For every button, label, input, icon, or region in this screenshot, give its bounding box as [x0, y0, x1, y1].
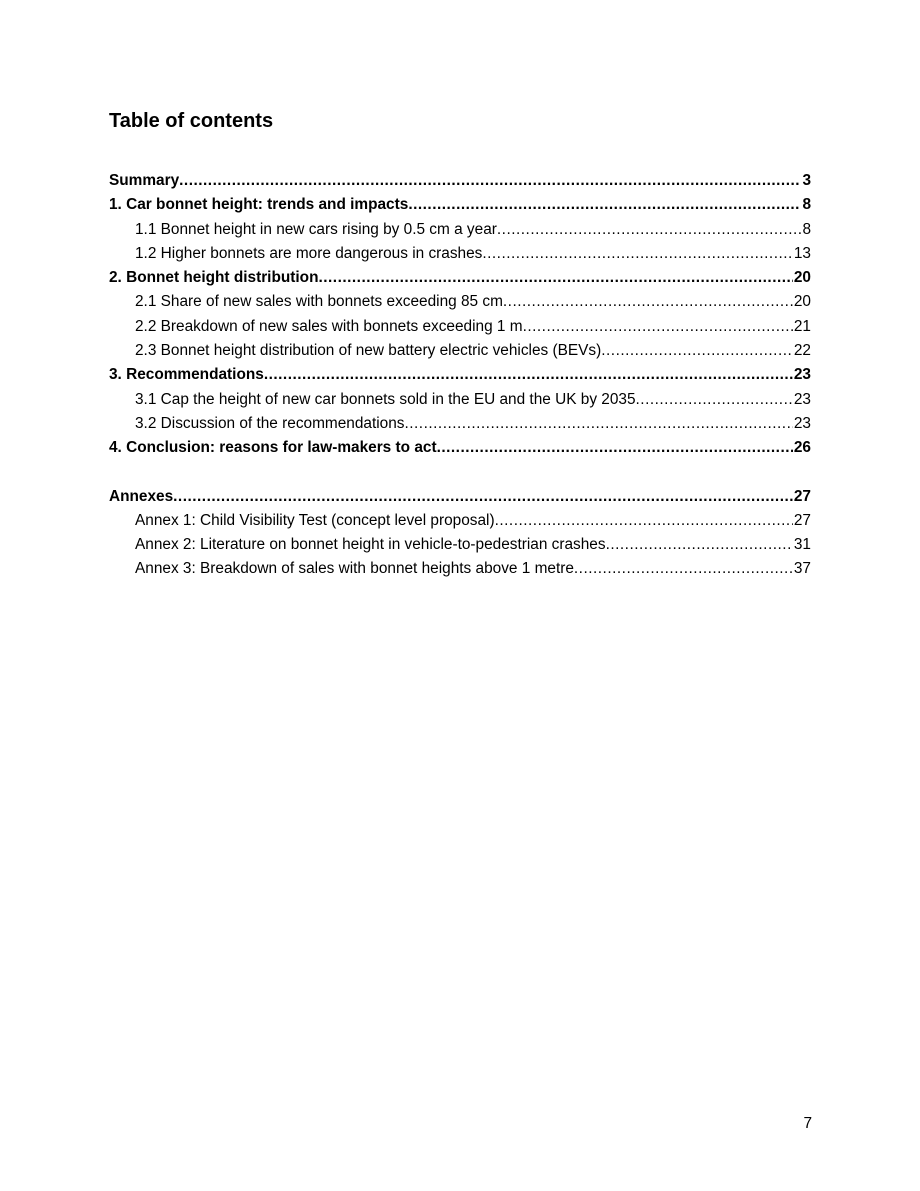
toc-entry-page: 8	[802, 220, 811, 238]
toc-leader-dots	[606, 533, 793, 557]
toc-entry-page: 27	[793, 487, 811, 505]
toc-leader-dots	[408, 193, 801, 217]
toc-entry-page: 13	[793, 244, 811, 262]
toc-entry-page: 20	[793, 269, 811, 287]
toc-leader-dots	[636, 388, 793, 412]
toc-entry-text: 2.2 Breakdown of new sales with bonnets exceeding 1 m	[135, 317, 523, 335]
toc-entry-annex-1[interactable]	[109, 509, 811, 533]
toc-leader-dots	[497, 218, 802, 242]
toc-entry-page: 23	[793, 414, 811, 432]
toc-entry-text: Annex 3: Breakdown of sales with bonnet heights above 1 metre	[135, 560, 574, 578]
toc-leader-dots	[318, 266, 792, 290]
toc-entry-text: 1. Car bonnet height: trends and impacts	[109, 196, 409, 214]
toc-leader-dots	[404, 412, 792, 436]
toc-entry-page: 31	[793, 536, 811, 554]
toc-entry-text: 4. Conclusion: reasons for law-makers to act	[109, 439, 437, 457]
toc-entry-section-3[interactable]	[109, 363, 811, 387]
toc-entry-page: 23	[793, 390, 811, 408]
toc-list	[109, 169, 811, 582]
toc-entry-text: Summary	[109, 172, 180, 189]
toc-leader-dots	[523, 315, 793, 339]
toc-entry-text: 2. Bonnet height distribution	[109, 269, 319, 287]
toc-entry-text: 2.1 Share of new sales with bonnets exceeding 85 cm	[135, 293, 503, 311]
toc-entry-annex-2[interactable]	[109, 533, 811, 557]
toc-entry-section-2-2[interactable]	[109, 315, 811, 339]
toc-leader-dots	[264, 363, 793, 387]
toc-entry-annexes[interactable]	[109, 485, 811, 509]
toc-entry-text: Annexes	[109, 487, 174, 505]
toc-entry-page: 27	[793, 511, 811, 529]
toc-entry-page: 23	[793, 366, 811, 384]
toc-leader-dots	[179, 169, 801, 193]
toc-entry-section-2-3[interactable]	[109, 339, 811, 363]
toc-entry-page: 3	[802, 172, 811, 189]
toc-entry-page: 37	[793, 560, 811, 578]
toc-leader-dots	[574, 557, 793, 581]
toc-entry-page: 22	[793, 342, 811, 360]
toc-entry-section-1-2[interactable]	[109, 242, 811, 266]
toc-entry-text: 1.1 Bonnet height in new cars rising by 0.5 cm a year	[135, 220, 497, 238]
toc-entry-section-3-2[interactable]	[109, 412, 811, 436]
toc-entry-text: Annex 2: Literature on bonnet height in vehicle-to-pedestrian crashes	[135, 536, 606, 554]
toc-entry-section-2-1[interactable]	[109, 290, 811, 314]
toc-entry-text: 2.3 Bonnet height distribution of new battery electric vehicles (BEVs)	[135, 342, 602, 360]
toc-entry-section-3-1[interactable]	[109, 388, 811, 412]
toc-entry-page: 20	[793, 293, 811, 311]
toc-entry-section-4[interactable]	[109, 436, 811, 460]
toc-title: Table of contents	[109, 110, 274, 132]
toc-entry-text: 3.1 Cap the height of new car bonnets sold in the EU and the UK by 2035	[135, 390, 636, 408]
toc-entry-section-1[interactable]	[109, 193, 811, 217]
toc-leader-dots	[482, 242, 793, 266]
toc-entry-text: Annex 1: Child Visibility Test (concept level proposal)	[135, 511, 495, 529]
toc-entry-text: 3. Recommendations	[109, 366, 264, 384]
toc-entry-page: 21	[793, 317, 811, 335]
toc-entry-section-1-1[interactable]	[109, 218, 811, 242]
toc-leader-dots	[173, 485, 793, 509]
toc-entry-text: 1.2 Higher bonnets are more dangerous in crashes	[135, 244, 483, 262]
toc-leader-dots	[601, 339, 793, 363]
toc-entry-section-2[interactable]	[109, 266, 811, 290]
toc-leader-dots	[503, 290, 793, 314]
toc-leader-dots	[495, 509, 793, 533]
toc-entry-page: 8	[802, 196, 811, 214]
toc-entry-summary[interactable]	[109, 169, 811, 193]
toc-entry-page: 26	[793, 439, 811, 457]
page-number: 7	[803, 1115, 812, 1132]
toc-entry-text: 3.2 Discussion of the recommendations	[135, 414, 405, 432]
toc-leader-dots	[437, 436, 793, 460]
toc-entry-annex-3[interactable]	[109, 557, 811, 581]
